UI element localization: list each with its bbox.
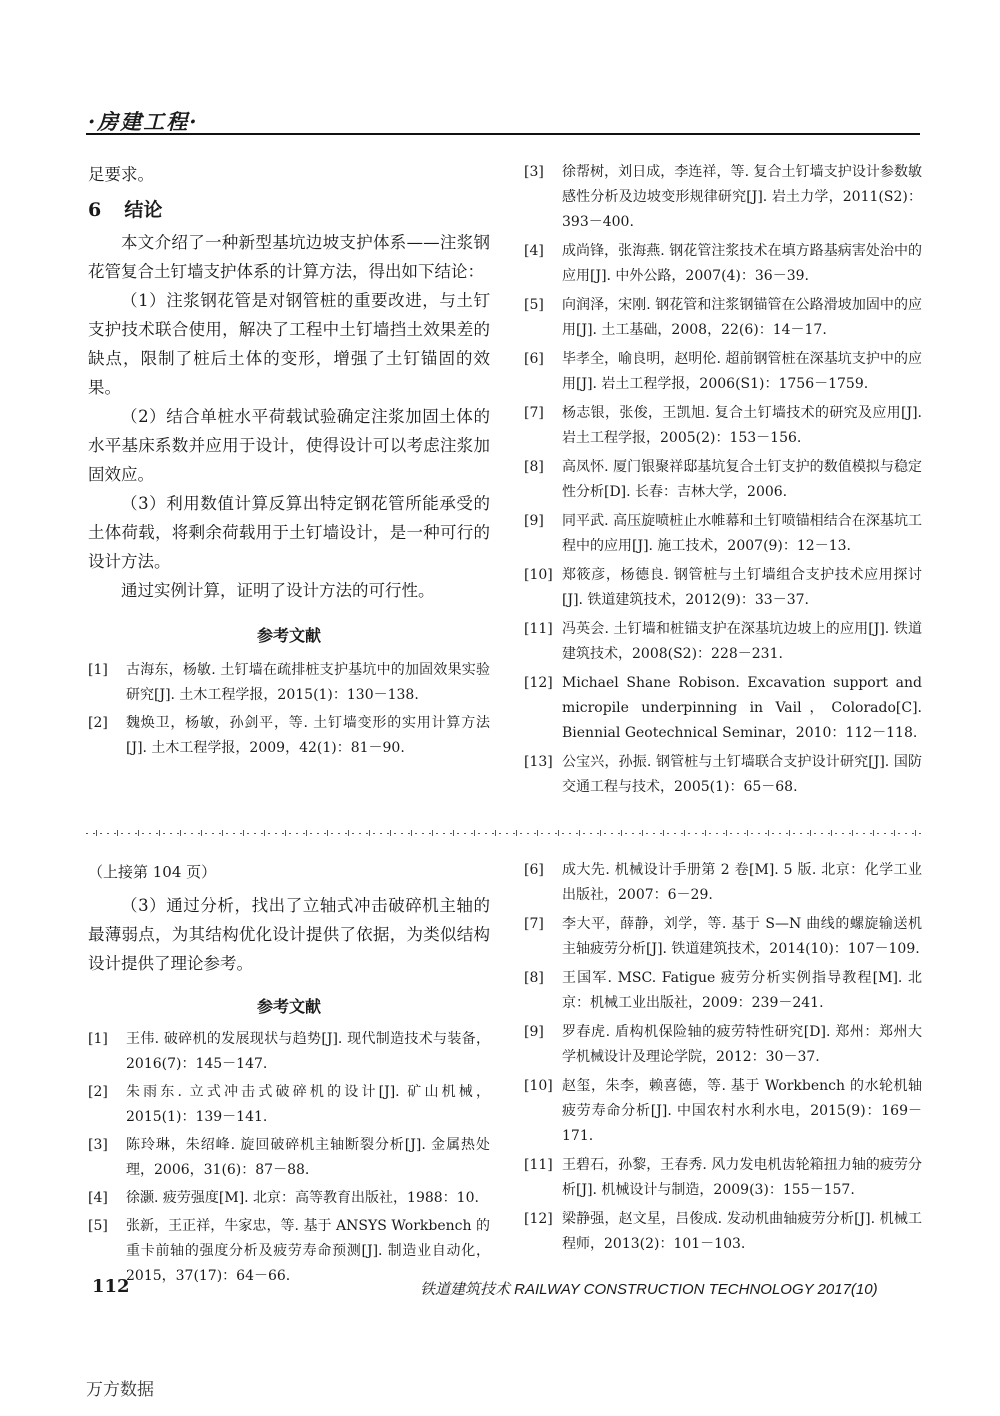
- reference-text: Michael Shane Robison. Excavation support and micropile underpinning in Vail，Colorado[C]. Biennial Geotechnical Seminar，2010：112－118.: [562, 675, 922, 741]
- reference-number: [4]: [88, 1190, 108, 1206]
- reference-number: [1]: [88, 1031, 108, 1047]
- carryover-text: 足要求。: [88, 165, 154, 184]
- reference-text: 王碧石，孙黎，王春秀. 风力发电机齿轮箱扭力轴的疲劳分析[J]. 机械设计与制造，2009(3)：155－157.: [562, 1157, 922, 1198]
- reference-number: [2]: [88, 715, 108, 731]
- database-watermark: 万方数据: [86, 1380, 154, 1400]
- reference-number: [9]: [524, 1024, 544, 1040]
- reference-number: [8]: [524, 459, 544, 475]
- reference-text: 张新，王正祥，牛家忠，等. 基于 ANSYS Workbench 的重卡前轴的强度分析及疲劳寿命预测[J]. 制造业自动化，2015，37(17)：64－66.: [126, 1218, 490, 1284]
- section-number: 6: [88, 199, 102, 221]
- reference-text: 王伟. 破碎机的发展现状与趋势[J]. 现代制造技术与装备，2016(7)：145－147.: [126, 1031, 490, 1072]
- reference-number: [12]: [524, 675, 553, 691]
- reference-item: [524, 239, 922, 289]
- reference-text: 魏焕卫，杨敏，孙剑平，等. 土钉墙变形的实用计算方法[J]. 土木工程学报，2009，42(1)：81－90.: [126, 715, 490, 756]
- reference-text: 高凤怀. 厦门银聚祥邸基坑复合土钉支护的数值模拟与稳定性分析[D]. 长春：吉林大学，2006.: [562, 459, 922, 500]
- reference-text: 梁静强，赵文星，吕俊成. 发动机曲轴疲劳分析[J]. 机械工程师，2013(2)：101－103.: [562, 1211, 922, 1252]
- paragraph: （2）结合单桩水平荷载试验确定注浆加固土体的水平基床系数并应用于设计，使得设计可以考虑注浆加固效应。: [88, 407, 490, 484]
- reference-item: [524, 509, 922, 559]
- reference-item: [524, 1207, 922, 1257]
- reference-number: [9]: [524, 513, 544, 529]
- reference-text: 郑筱彦，杨德良. 钢管桩与土钉墙组合支护技术应用探讨[J]. 铁道建筑技术，2012(9)：33－37.: [562, 567, 922, 608]
- reference-number: [8]: [524, 970, 544, 986]
- section-header-title: ·房建工程·: [88, 109, 199, 134]
- reference-text: 向润泽，宋刚. 钢花管和注浆钢锚管在公路滑坡加固中的应用[J]. 土工基础，2008，22(6)：14－17.: [562, 297, 922, 338]
- reference-text: 杨志银，张俊，王凯旭. 复合土钉墙技术的研究及应用[J]. 岩土工程学报，2005(2)：153－156.: [562, 405, 922, 446]
- paragraph: （1）注浆钢花管是对钢管桩的重要改进，与土钉支护技术联合使用，解决了工程中土钉墙挡土效果差的缺点，限制了桩后土体的变形，增强了土钉锚固的效果。: [88, 291, 490, 397]
- reference-number: [1]: [88, 662, 108, 678]
- reference-number: [10]: [524, 1078, 553, 1094]
- reference-text: 成大先. 机械设计手册第 2 卷[M]. 5 版. 北京：化学工业出版社，2007：6－29.: [562, 862, 922, 903]
- references-title: 参考文献: [256, 997, 321, 1016]
- reference-text: 赵玺，朱李，赖喜德，等. 基于 Workbench 的水轮机轴疲劳寿命分析[J]. 中国农村水利水电，2015(9)：169－171.: [562, 1078, 922, 1144]
- reference-text: 朱雨东. 立式冲击式破碎机的设计[J]. 矿山机械，2015(1)：139－141.: [126, 1084, 490, 1125]
- reference-number: [6]: [524, 351, 544, 367]
- reference-number: [3]: [88, 1137, 108, 1153]
- reference-text: 毕孝全，喻良明，赵明伦. 超前钢管桩在深基坑支护中的应用[J]. 岩土工程学报，2006(S1)：1756－1759.: [562, 351, 922, 392]
- reference-item: [524, 293, 922, 343]
- reference-item: [524, 966, 922, 1016]
- reference-item: [88, 1186, 490, 1211]
- reference-number: [7]: [524, 916, 544, 932]
- references-title: 参考文献: [256, 626, 321, 645]
- reference-item: [524, 1153, 922, 1203]
- reference-text: 同平武. 高压旋喷桩止水帷幕和土钉喷锚相结合在深基坑工程中的应用[J]. 施工技术，2007(9)：12－13.: [562, 513, 922, 554]
- reference-item: [524, 750, 922, 800]
- reference-item: [88, 711, 490, 761]
- bottom-left-column: [88, 858, 490, 1289]
- paragraph: 本文介绍了一种新型基坑边坡支护体系——注浆钢花管复合土钉墙支护体系的计算方法，得出如下结论：: [88, 233, 490, 281]
- reference-item: [88, 1133, 490, 1183]
- reference-number: [5]: [524, 297, 544, 313]
- reference-item: [524, 1020, 922, 1070]
- reference-item: [524, 858, 922, 908]
- reference-text: 古海东，杨敏. 土钉墙在疏排桩支护基坑中的加固效果实验研究[J]. 土木工程学报，2015(1)：130－138.: [126, 662, 490, 703]
- reference-item: [524, 160, 922, 235]
- reference-item: [524, 912, 922, 962]
- article-divider: [86, 830, 922, 836]
- reference-item: [524, 671, 922, 746]
- journal-footer: 铁道建筑技术 RAILWAY CONSTRUCTION TECHNOLOGY 2017(10): [420, 1281, 878, 1298]
- reference-text: 徐帮树，刘日成，李连祥，等. 复合土钉墙支护设计参数敏感性分析及边坡变形规律研究[J]. 岩土力学，2011(S2)：393－400.: [562, 164, 922, 230]
- reference-item: [524, 563, 922, 613]
- paragraph: （3）利用数值计算反算出特定钢花管所能承受的土体荷载，将剩余荷载用于土钉墙设计，是一种可行的设计方法。: [88, 494, 490, 571]
- reference-item: [88, 658, 490, 708]
- reference-number: [11]: [524, 621, 553, 637]
- page-number: 112: [92, 1276, 130, 1297]
- reference-number: [10]: [524, 567, 553, 583]
- reference-item: [524, 455, 922, 505]
- section-heading: [88, 195, 490, 222]
- reference-text: 罗春虎. 盾构机保险轴的疲劳特性研究[D]. 郑州：郑州大学机械设计及理论学院，2012：30－37.: [562, 1024, 922, 1065]
- reference-number: [12]: [524, 1211, 553, 1227]
- bottom-right-column: [524, 858, 922, 1257]
- reference-number: [13]: [524, 754, 553, 770]
- reference-item: [524, 401, 922, 451]
- reference-number: [5]: [88, 1218, 108, 1234]
- paragraph: （3）通过分析，找出了立轴式冲击破碎机主轴的最薄弱点，为其结构优化设计提供了依据，为类似结构设计提供了理论参考。: [88, 896, 490, 973]
- reference-number: [4]: [524, 243, 544, 259]
- reference-text: 徐灏. 疲劳强度[M]. 北京：高等教育出版社，1988：10.: [126, 1190, 479, 1206]
- section-title: 结论: [124, 199, 163, 221]
- reference-item: [524, 347, 922, 397]
- reference-text: 王国军. MSC. Fatigue 疲劳分析实例指导教程[M]. 北京：机械工业出版社，2009：239－241.: [562, 970, 922, 1011]
- reference-number: [2]: [88, 1084, 108, 1100]
- paragraph: 通过实例计算，证明了设计方法的可行性。: [121, 581, 435, 600]
- reference-number: [11]: [524, 1157, 553, 1173]
- reference-item: [88, 1027, 490, 1077]
- top-left-column: [88, 160, 490, 761]
- reference-number: [7]: [524, 405, 544, 421]
- reference-text: 李大平，薛静，刘学，等. 基于 S—N 曲线的螺旋输送机主轴疲劳分析[J]. 铁道建筑技术，2014(10)：107－109.: [562, 916, 922, 957]
- reference-text: 公宝兴，孙振. 钢管桩与土钉墙联合支护设计研究[J]. 国防交通工程与技术，2005(1)：65－68.: [562, 754, 922, 795]
- continued-note: （上接第 104 页）: [88, 863, 217, 881]
- top-right-column: [524, 160, 922, 800]
- reference-item: [88, 1080, 490, 1130]
- reference-number: [3]: [524, 164, 544, 180]
- reference-text: 成尚锋，张海燕. 钢花管注浆技术在填方路基病害处治中的应用[J]. 中外公路，2007(4)：36－39.: [562, 243, 922, 284]
- reference-text: 冯英会. 土钉墙和桩锚支护在深基坑边坡上的应用[J]. 铁道建筑技术，2008(S2)：228－231.: [562, 621, 922, 662]
- reference-item: [524, 617, 922, 667]
- header-rule: [86, 133, 920, 135]
- reference-text: 陈玲琳，朱绍峰. 旋回破碎机主轴断裂分析[J]. 金属热处理，2006，31(6)：87－88.: [126, 1137, 490, 1178]
- reference-number: [6]: [524, 862, 544, 878]
- reference-item: [524, 1074, 922, 1149]
